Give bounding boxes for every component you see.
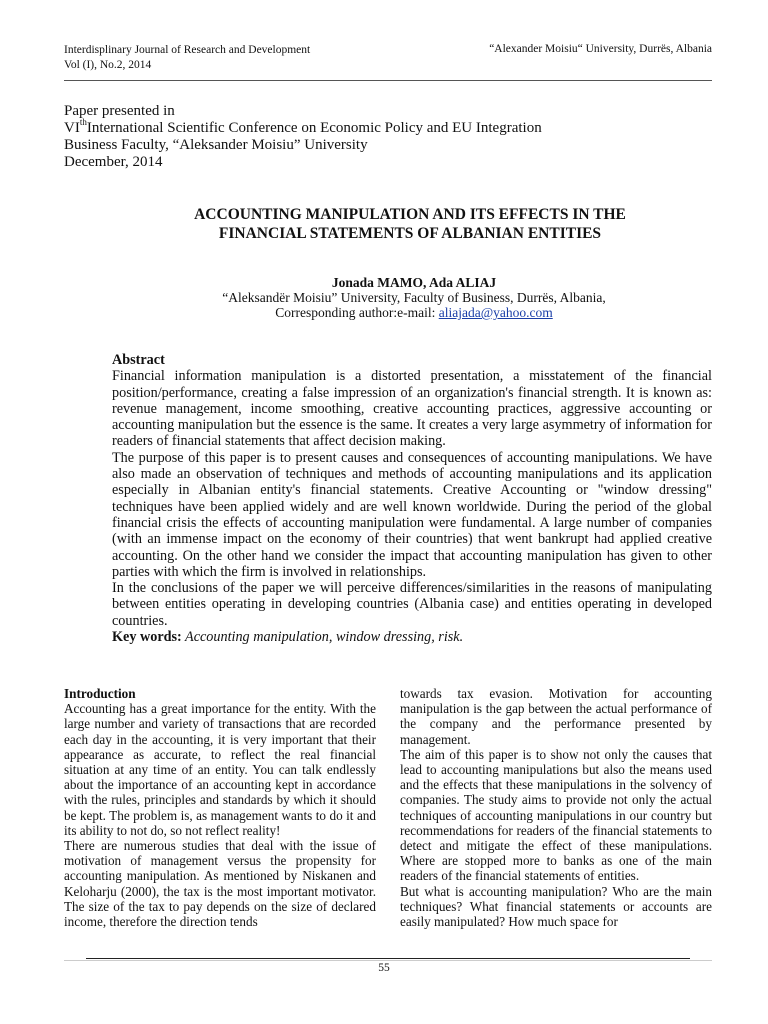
- author-names: Jonada MAMO, Ada ALIAJ: [331, 275, 497, 290]
- journal-name: Interdisplinary Journal of Research and Development: [64, 44, 311, 56]
- faculty-line: Business Faculty, “Aleksander Moisiu” University: [64, 137, 368, 153]
- intro-right-paragraph-2: The aim of this paper is to show not only the causes that lead to accounting manipulations but also the means used and the effects that these manipulations in the solvency of companies. The study aims to provide not only the actual techniques of accounting manipulations in our country but recommendations for readers of the financial statements to detect and mitigate the effect of these manipulations. Where are stopped more to banks as one of the main readers of the financial statements of entities.: [400, 746, 712, 884]
- conference-name: International Scientific Conference on Economic Policy and EU Integration: [86, 120, 542, 136]
- intro-right-paragraph-1: towards tax evasion. Motivation for accounting manipulation is the gap between the actual performance of the company and the performance presented by management.: [400, 686, 712, 747]
- abstract-paragraph-3: In the conclusions of the paper we will perceive differences/similarities in the reasons of manipulating between entities operating in developing countries (Albania case) and entities operating in developed countries.: [112, 580, 712, 629]
- keywords-line: [112, 629, 712, 645]
- paper-title-line2: FINANCIAL STATEMENTS OF ALBANIAN ENTITIES: [218, 225, 602, 242]
- conference-sup: th: [79, 117, 87, 127]
- paper-title-line1: ACCOUNTING MANIPULATION AND ITS EFFECTS IN THE: [194, 206, 626, 223]
- abstract-heading: Abstract: [112, 352, 165, 368]
- email-link[interactable]: aliajada@yahoo.com: [438, 305, 553, 320]
- keywords-value: Accounting manipulation, window dressing, risk.: [181, 629, 464, 646]
- intro-right-paragraph-3: But what is accounting manipulation? Who are the main techniques? What financial statements or accounts are easily manipulated? How much space for: [400, 883, 712, 930]
- right-column: [400, 686, 712, 929]
- footer-rule: [86, 958, 690, 959]
- intro-left-paragraph-1: Accounting has a great importance for the entity. With the large number and variety of transactions that are recorded each day in the accounting, it is very important that their appearance as accurate, to reflect the real financial situation at any time of an entity. You can talk endlessly about the importance of an accounting kept in accordance with the rules, principles and standards by which it should be kept. The problem is, as management wants to do it and its ability to not do, so not reflect reality!: [64, 701, 376, 838]
- university-header: “Alexander Moisiu“ University, Durrës, Albania: [489, 43, 712, 55]
- volume-info: Vol (I), No.2, 2014: [64, 59, 152, 71]
- conference-line: [64, 117, 542, 136]
- introduction-heading: Introduction: [64, 686, 136, 701]
- date-line: December, 2014: [64, 154, 163, 170]
- corresponding-label: Corresponding author:e-mail:: [275, 305, 439, 320]
- abstract-paragraph-2: The purpose of this paper is to present causes and consequences of accounting manipulations. We have also made an observation of techniques and methods of accounting manipulations and its application especially in Albanian entity's financial statements. Creative Accounting or "window dressing" techniques have been applied widely and are well known worldwide. During the period of the global financial crisis the effects of accounting manipulation were fundamental. A large number of companies (with an immense impact on the economy of their countries) that went bankrupt had applied creative accounting. On the other hand we consider the impact that accounting manipulation has given to other parties with which the firm is involved in relationships.: [112, 449, 712, 580]
- intro-left-paragraph-2: There are numerous studies that deal with the issue of motivation of management versus the propensity for accounting manipulation. As mentioned by Niskanen and Keloharju (2000), the tax is the most important motivator. The size of the tax to pay depends on the size of declared income, therefore the direction tends: [64, 838, 376, 930]
- footer-rule-light: [64, 960, 712, 961]
- abstract-paragraph-1: Financial information manipulation is a distorted presentation, a misstatement of the financial position/performance, creating a false impression of an organization's financial strength. It is known as: revenue management, income smoothing, creative accounting practices, aggressive accounting or accounting manipulation but the essence is the same. It creates a very large asymmetry of information for readers of financial statements that affect decision making.: [112, 368, 712, 450]
- corresponding-author: [80, 305, 748, 320]
- conference-roman: VI: [64, 120, 80, 136]
- page-number: 55: [378, 962, 390, 974]
- keywords-label: Key words:: [112, 629, 182, 646]
- author-affiliation: “Aleksandër Moisiu” University, Faculty of Business, Durrës, Albania,: [222, 290, 606, 305]
- presented-line: Paper presented in: [64, 103, 175, 119]
- header-rule: [64, 80, 712, 81]
- abstract-section: [112, 352, 712, 645]
- left-column: [64, 686, 376, 929]
